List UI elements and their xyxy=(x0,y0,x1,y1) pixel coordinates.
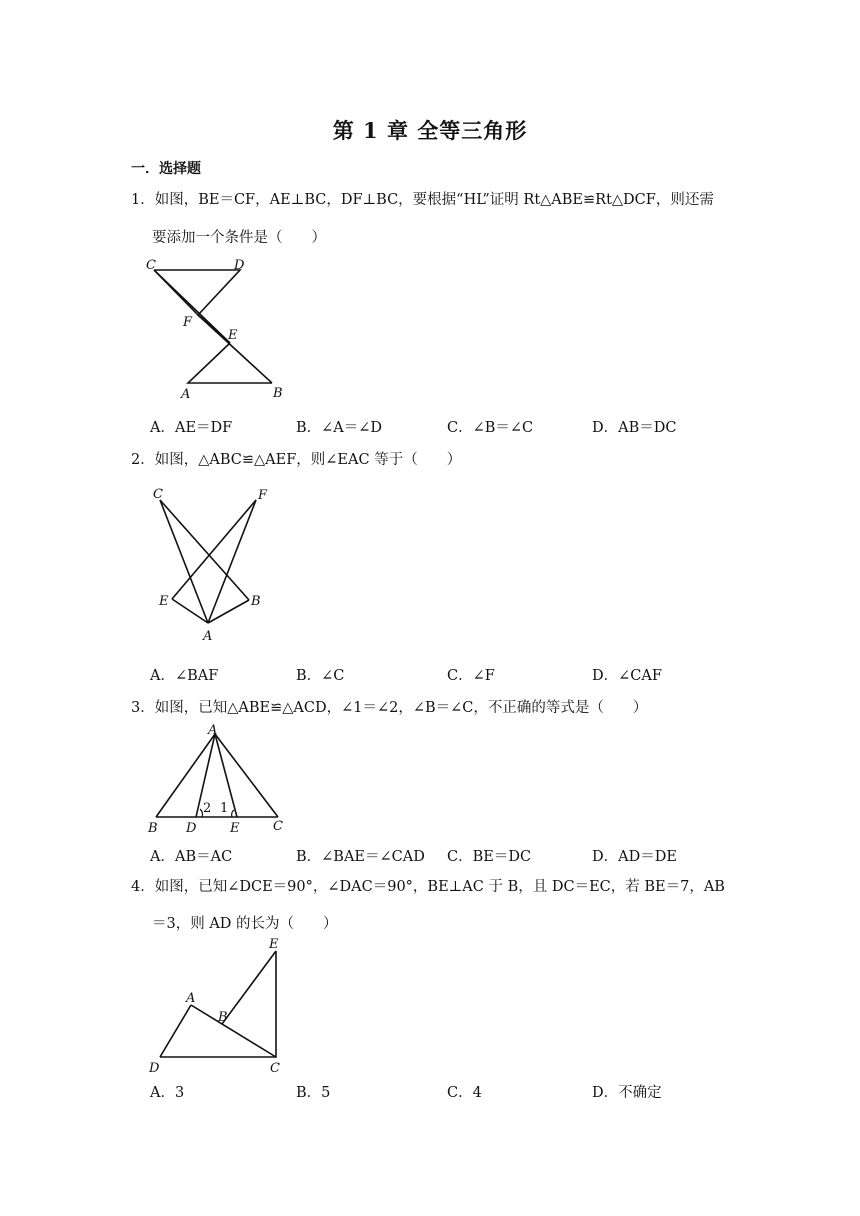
q2-option-b: B．∠C xyxy=(296,668,345,684)
q3-option-c: C．BE＝DC xyxy=(447,849,532,865)
q1-label-f: F xyxy=(183,315,193,330)
q2-label-e: E xyxy=(159,594,169,609)
q4-line-dce xyxy=(160,951,276,1057)
q3-label-angle-2: 2 xyxy=(203,801,212,816)
q1-option-a: A．AE＝DF xyxy=(150,420,233,436)
q1-option-c: C．∠B＝∠C xyxy=(447,420,534,436)
q2-label-a: A xyxy=(203,629,213,644)
section-heading: 一．选择题 xyxy=(131,161,201,177)
question-1-figure xyxy=(140,255,300,405)
q2-line-ba xyxy=(208,600,249,623)
q2-option-a: A．∠BAF xyxy=(150,668,219,684)
page-title: 第 1 章 全等三角形 xyxy=(332,118,528,143)
q1-label-d: D xyxy=(234,258,245,273)
q1-triangle-cdf xyxy=(154,270,240,315)
question-3-figure xyxy=(140,722,300,837)
q4-option-c: C．4 xyxy=(447,1085,482,1101)
q1-label-c: C xyxy=(146,258,156,273)
question-4-figure xyxy=(140,933,300,1078)
q3-label-e: E xyxy=(230,821,240,836)
q4-line-ac xyxy=(191,1005,276,1057)
q4-label-a: A xyxy=(186,991,196,1006)
question-4-text-line2: ＝3，则 AD 的长为（ ） xyxy=(152,916,338,932)
q4-label-d: D xyxy=(149,1061,160,1076)
q3-angle-1-arc xyxy=(232,810,234,817)
q2-option-c: C．∠F xyxy=(447,668,495,684)
question-1-text-line2: 要添加一个条件是（ ） xyxy=(152,230,326,246)
q4-line-eb xyxy=(222,951,276,1024)
q4-option-d: D．不确定 xyxy=(592,1085,662,1101)
q4-option-a: A．3 xyxy=(150,1085,185,1101)
q2-label-f: F xyxy=(258,488,268,503)
question-3-text: 3．如图，已知△ABE≌△ACD，∠1＝∠2，∠B＝∠C，不正确的等式是（ ） xyxy=(131,700,648,716)
question-2-text: 2．如图，△ABC≌△AEF，则∠EAC 等于（ ） xyxy=(131,452,462,468)
q2-label-b: B xyxy=(251,594,261,609)
q2-option-d: D．∠CAF xyxy=(592,668,662,684)
q3-label-b: B xyxy=(148,821,158,836)
q3-label-c: C xyxy=(273,819,283,834)
q1-option-d: D．AB＝DC xyxy=(592,420,677,436)
q3-option-d: D．AD＝DE xyxy=(592,849,677,865)
q3-option-a: A．AB＝AC xyxy=(150,849,233,865)
q4-option-b: B．5 xyxy=(296,1085,331,1101)
q1-label-b: B xyxy=(273,386,283,401)
q3-label-a: A xyxy=(208,723,218,738)
q1-label-e: E xyxy=(228,328,238,343)
q4-label-e: E xyxy=(269,937,279,952)
q1-option-b: B．∠A＝∠D xyxy=(296,420,383,436)
question-4-text-line1: 4．如图，已知∠DCE＝90°，∠DAC＝90°，BE⊥AC 于 B，且 DC＝EC，若 BE＝7，AB xyxy=(131,879,725,895)
q3-option-b: B．∠BAE＝∠CAD xyxy=(296,849,425,865)
q1-label-a: A xyxy=(181,387,191,402)
q4-label-c: C xyxy=(270,1061,280,1076)
q2-line-fe xyxy=(172,500,256,599)
q3-label-angle-1: 1 xyxy=(220,801,229,816)
q2-label-c: C xyxy=(153,487,163,502)
q1-triangle-abe xyxy=(188,343,272,383)
q4-line-da xyxy=(160,1005,191,1057)
question-2-figure xyxy=(150,483,280,653)
q1-line-ec xyxy=(154,270,230,343)
q3-label-d: D xyxy=(186,821,197,836)
q4-label-b: B xyxy=(218,1010,228,1025)
question-1-text-line1: 1．如图，BE＝CF，AE⊥BC，DF⊥BC，要根据“HL”证明 Rt△ABE≌Rt△DCF，则还需 xyxy=(131,192,714,208)
